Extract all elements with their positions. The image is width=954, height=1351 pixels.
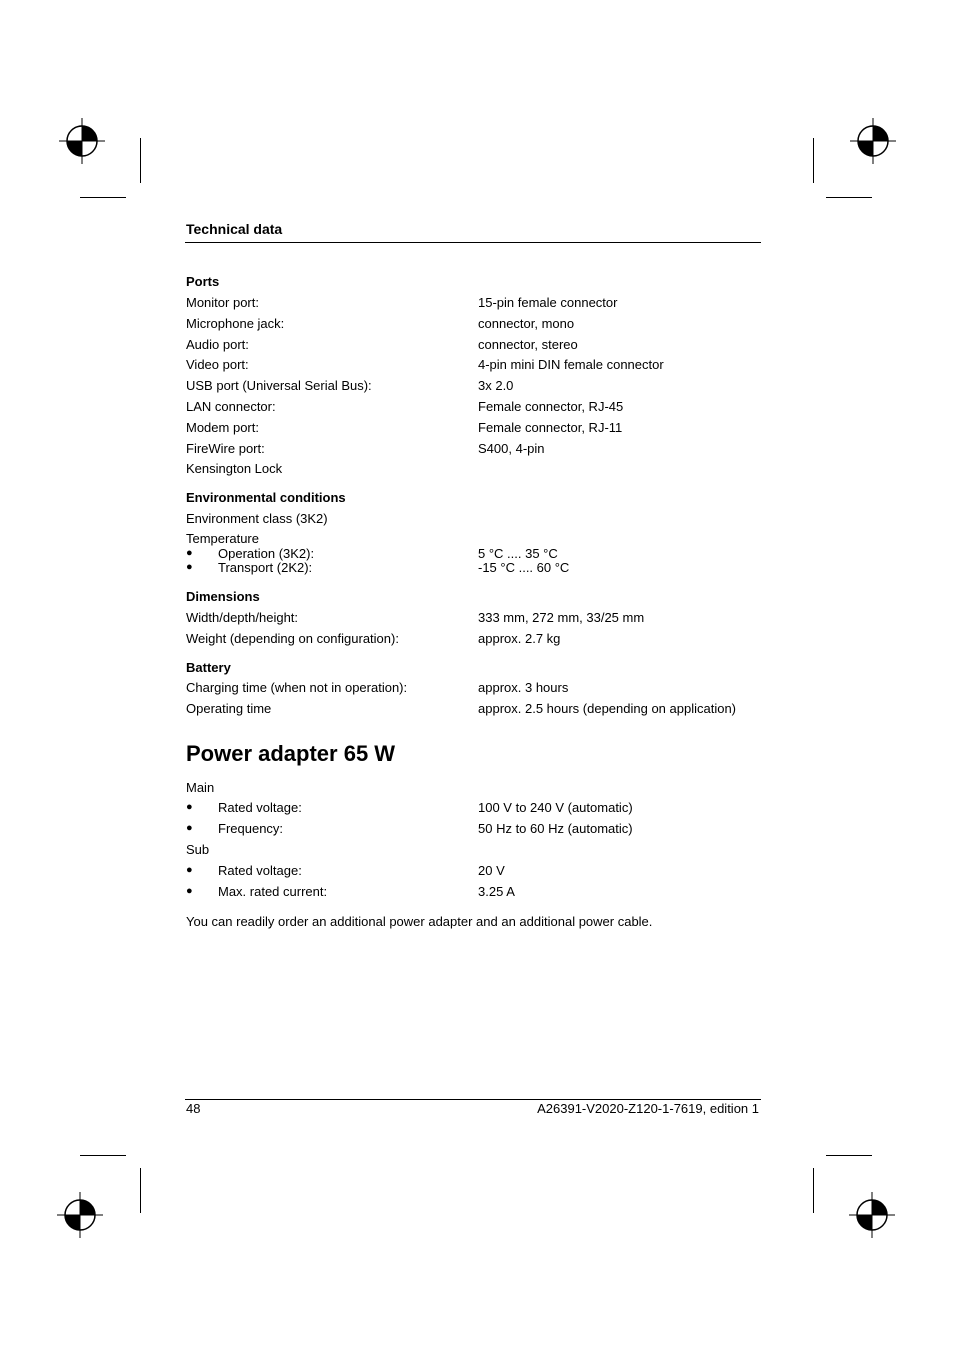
crop-line <box>80 1155 126 1156</box>
spec-label: Width/depth/height: <box>186 610 299 625</box>
spec-value: S400, 4-pin <box>478 441 545 456</box>
crop-line <box>813 1168 814 1213</box>
spec-value: 333 mm, 272 mm, 33/25 mm <box>478 610 645 625</box>
spec-label: Operation (3K2): <box>218 546 315 561</box>
sub-label: Sub <box>186 842 210 857</box>
registration-mark-icon <box>57 1192 103 1238</box>
spec-label: Microphone jack: <box>186 316 285 331</box>
registration-mark-icon <box>59 118 105 164</box>
page-header-title: Technical data <box>186 221 283 237</box>
spec-label: USB port (Universal Serial Bus): <box>186 378 372 393</box>
spec-value: -15 °C .... 60 °C <box>478 560 570 575</box>
spec-value: 5 °C .... 35 °C <box>478 546 558 561</box>
bullet-icon: ● <box>186 801 193 813</box>
crop-line <box>826 1155 872 1156</box>
spec-label: Rated voltage: <box>218 863 302 878</box>
section-heading-dimensions: Dimensions <box>186 589 260 604</box>
spec-label: Audio port: <box>186 337 249 352</box>
spec-value: Female connector, RJ-11 <box>478 420 623 435</box>
section-title-power-adapter: Power adapter 65 W <box>186 741 396 766</box>
spec-value: 15-pin female connector <box>478 295 618 310</box>
crop-line <box>80 197 126 198</box>
spec-value: approx. 2.7 kg <box>478 631 561 646</box>
header-rule <box>185 242 761 243</box>
bullet-icon: ● <box>186 547 193 559</box>
page-number: 48 <box>186 1101 201 1116</box>
spec-value: Female connector, RJ-45 <box>478 399 624 414</box>
crop-line <box>140 1168 141 1213</box>
power-adapter-note: You can readily order an additional power adapter and an additional power cable. <box>186 914 653 929</box>
spec-value: 50 Hz to 60 Hz (automatic) <box>478 821 633 836</box>
spec-label: LAN connector: <box>186 399 276 414</box>
spec-value: connector, stereo <box>478 337 578 352</box>
spec-label: Rated voltage: <box>218 800 302 815</box>
bullet-icon: ● <box>186 864 193 876</box>
spec-label: Video port: <box>186 357 249 372</box>
temperature-label: Temperature <box>186 531 259 546</box>
spec-label: Monitor port: <box>186 295 259 310</box>
document-id: A26391-V2020-Z120-1-7619, edition 1 <box>537 1101 759 1116</box>
spec-value: 3.25 A <box>478 884 515 899</box>
spec-label: Operating time <box>186 701 272 716</box>
main-label: Main <box>186 780 215 795</box>
section-heading-battery: Battery <box>186 660 231 675</box>
spec-value: 100 V to 240 V (automatic) <box>478 800 633 815</box>
spec-label: Max. rated current: <box>218 884 328 899</box>
environment-class: Environment class (3K2) <box>186 511 328 526</box>
spec-value: 20 V <box>478 863 505 878</box>
spec-label: Modem port: <box>186 420 259 435</box>
section-heading-ports: Ports <box>186 274 220 289</box>
spec-value: connector, mono <box>478 316 575 331</box>
footer-rule <box>185 1099 761 1100</box>
section-heading-environment: Environmental conditions <box>186 490 346 505</box>
spec-label: Weight (depending on configuration): <box>186 631 399 646</box>
spec-label: Transport (2K2): <box>218 560 313 575</box>
crop-line <box>140 138 141 183</box>
bullet-icon: ● <box>186 885 193 897</box>
spec-label: FireWire port: <box>186 441 265 456</box>
spec-label: Kensington Lock <box>186 461 283 476</box>
registration-mark-icon <box>850 118 896 164</box>
crop-line <box>826 197 872 198</box>
crop-line <box>813 138 814 183</box>
spec-label: Frequency: <box>218 821 284 836</box>
spec-value: 3x 2.0 <box>478 378 514 393</box>
spec-value: 4-pin mini DIN female connector <box>478 357 664 372</box>
spec-value: approx. 3 hours <box>478 680 569 695</box>
bullet-icon: ● <box>186 822 193 834</box>
spec-label: Charging time (when not in operation): <box>186 680 408 695</box>
spec-value: approx. 2.5 hours (depending on application) <box>478 701 737 716</box>
bullet-icon: ● <box>186 561 193 573</box>
registration-mark-icon <box>849 1192 895 1238</box>
